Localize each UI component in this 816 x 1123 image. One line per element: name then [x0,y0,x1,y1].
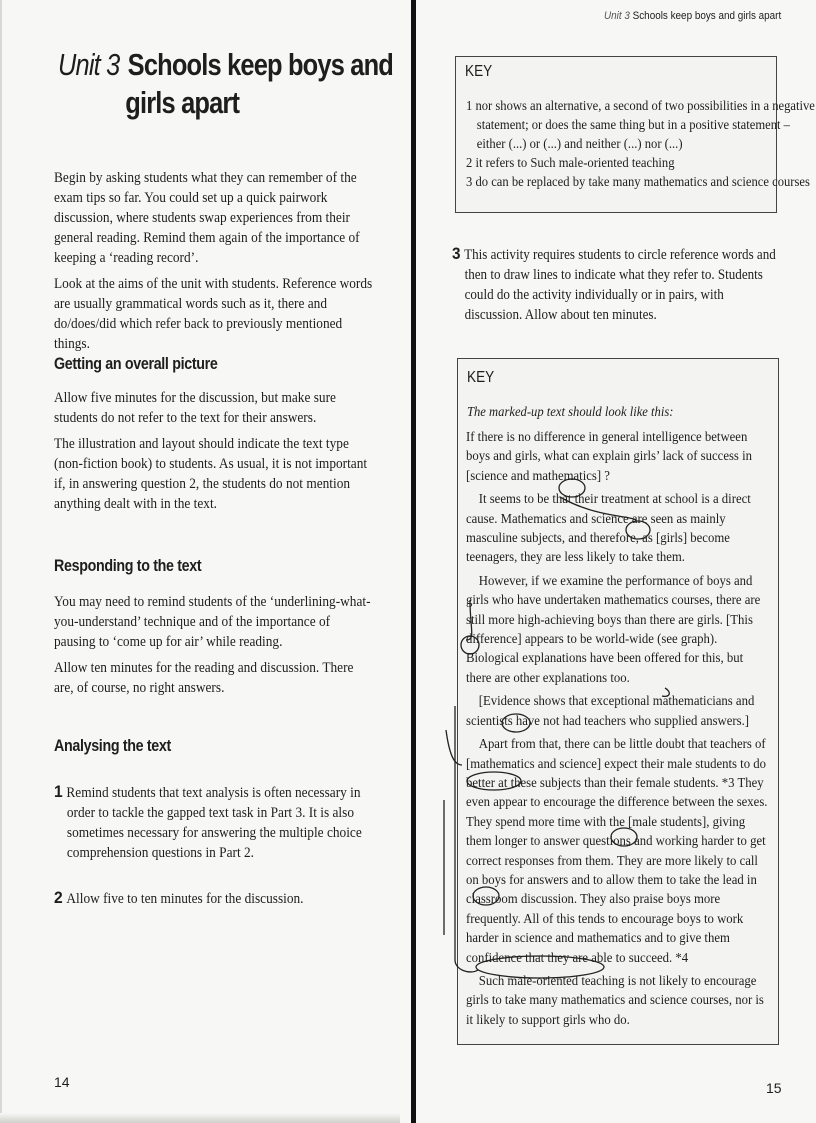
key-box-1 [455,56,815,213]
section-heading: Responding to the text [54,556,202,575]
section-heading: Getting an overall picture [54,354,218,373]
marked-paragraph: Such male-oriented teaching is not likely to encourage girls to take many mathematics and science courses, nor is it likely to support girls who do. [466,973,764,1028]
key-line: 2 it refers to Such male-oriented teaching [466,156,675,171]
analysis-item-1 [54,782,362,869]
item-text: Allow five to ten minutes for the discussion. [66,891,304,907]
page-number-left: 14 [54,1074,70,1090]
unit-title [58,46,393,122]
section-paragraph: Allow five minutes for the discussion, but make sure students do not refer to the text for their answers. [54,390,336,426]
page-number-right: 15 [766,1080,782,1096]
marked-paragraph: Apart from that, there can be little doubt that teachers of [mathematics and science] expect their male students to do better at these subjects than their female students. *3 They even appear to encourage the difference between the sexes. They spend more time with the [male students], giving them longer to answer questions and working harder to get correct responses from them. They are more likely to call on boys for answers and to allow them to take the lead in classroom discussion. They also praise boys more frequently. All of this tends to encourage boys to work harder in science and mathematics and to give them confidence that they are able to succeed. *4 [466,737,768,966]
title-line-1: Schools keep boys and [127,47,393,82]
key-list [466,97,815,192]
book-gutter [411,0,416,1123]
page-shadow [0,1113,400,1123]
activity-text: This activity requires students to circle reference words and then to draw lines to indicate what they refer to. Students could do the activity individually or in pairs, with discussion. Allow about ten minutes. [464,247,776,323]
section-paragraph: The illustration and layout should indicate the text type (non-fiction book) to students. As usual, it is not important if, in answering question 2, the students do not mention anything dealt with in the text. [54,436,368,512]
section-text [54,388,368,520]
intro-text [54,168,373,360]
marked-paragraph: However, if we examine the performance of boys and girls who have undertaken mathematics courses, there are still more high-achieving boys than there are girls. [This difference] appears to be world-wide (see graph). Biological explanations have been offered for this, but there are other explanations too. [466,573,761,686]
activity-number: 3 [452,244,461,263]
marked-paragraph: It seems to be that their treatment at school is a direct cause. Mathematics and science are seen as mainly masculine subjects, and therefore, as [girls] become teenagers, they are less likely to take them. [466,492,751,566]
key-line: 3 do can be replaced by take many mathematics and science courses [466,175,810,190]
marked-paragraph: [Evidence shows that exceptional mathematicians and scientists have not had teachers who supplied answers.] [466,694,755,729]
section-paragraph: You may need to remind students of the ‘underlining-what-you-understand’ technique and of the importance of pausing to ‘come up for air’ while reading. [54,594,371,650]
running-unit: Unit 3 [604,10,630,22]
activity-3 [452,244,776,325]
intro-paragraph-2: Look at the aims of the unit with students. Reference words are usually grammatical words such as it, there and do/does/did which refer back to previously mentioned things. [54,276,373,352]
section-text [54,592,371,704]
key-line: either (...) or (...) and neither (...) nor (...) [476,137,683,152]
key-title: KEY [467,369,495,386]
key-intro: The marked-up text should look like this: [467,405,674,420]
running-title: Schools keep boys and girls apart [632,10,782,22]
key-line: 1 nor shows an alternative, a second of two possibilities in a negative [466,99,815,114]
page-edge [0,0,2,1123]
key-line: statement; or does the same thing but in a positive statement – [476,118,790,133]
item-number: 2 [54,888,63,907]
title-line-2: girls apart [125,85,240,120]
analysis-item-2 [54,888,348,915]
marked-up-text [466,428,766,1030]
unit-label: Unit 3 [58,47,120,82]
section-heading: Analysing the text [54,736,171,755]
intro-paragraph-1: Begin by asking students what they can remember of the exam tips so far. You could set up a quick pairwork discussion, where students swap experiences from their general reading. Remind them again of the importance of keeping a ‘reading record’. [54,170,360,266]
item-number: 1 [54,782,63,801]
marked-paragraph: If there is no difference in general intelligence between boys and girls, what can explain girls’ lack of success in [science and mathematics] ? [466,430,752,484]
key-title: KEY [465,63,493,80]
section-paragraph: Allow ten minutes for the reading and discussion. There are, of course, no right answers. [54,660,354,696]
item-text: Remind students that text analysis is often necessary in order to tackle the gapped text task in Part 3. It is also sometimes necessary for answering the multiple choice comprehension questions in Part 2. [66,785,362,861]
running-head [604,10,781,22]
